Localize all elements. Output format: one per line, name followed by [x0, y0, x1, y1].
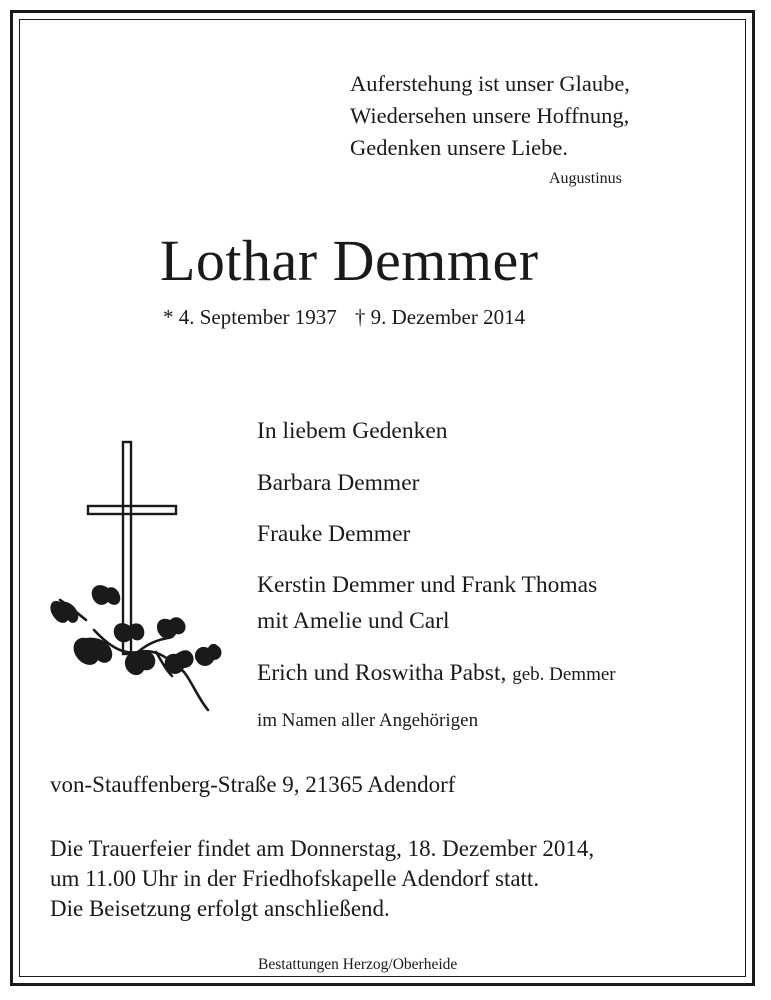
- poem-line: Wiedersehen unsere Hoffnung,: [350, 103, 630, 128]
- poem-line: Auferstehung ist unser Glaube,: [350, 71, 630, 96]
- deceased-name: Lothar Demmer: [160, 228, 539, 293]
- address: von-Stauffenberg-Straße 9, 21365 Adendorf: [50, 772, 456, 797]
- mourner-name: Frauke Demmer: [257, 521, 411, 547]
- service-line: Die Beisetzung erfolgt anschließend.: [50, 896, 390, 921]
- life-dates: [163, 305, 525, 330]
- poem-author: Augustinus: [549, 170, 622, 187]
- maiden-name: geb. Demmer: [512, 664, 616, 685]
- mourners-intro: In liebem Gedenken: [257, 418, 448, 444]
- service-line: um 11.00 Uhr in der Friedhofskapelle Adendorf statt.: [50, 866, 540, 891]
- mourner-name: Barbara Demmer: [257, 470, 420, 496]
- service-info: [50, 834, 594, 924]
- mourners-closing: im Namen aller Angehörigen: [257, 710, 479, 731]
- mourner-name: [257, 660, 616, 687]
- birth-date: * 4. September 1937: [163, 305, 337, 329]
- service-line: Die Trauerfeier findet am Donnerstag, 18. Dezember 2014,: [50, 836, 595, 861]
- mourner-name: Kerstin Demmer und Frank Thomas: [257, 572, 598, 598]
- death-date: † 9. Dezember 2014: [354, 305, 526, 329]
- mourner-name-text: Erich und Roswitha Pabst,: [257, 660, 507, 686]
- poem: [350, 68, 630, 164]
- mourner-name: mit Amelie und Carl: [257, 608, 450, 634]
- cross-with-ivy-icon: [46, 440, 226, 720]
- undertaker: Bestattungen Herzog/Oberheide: [258, 956, 458, 973]
- poem-line: Gedenken unsere Liebe.: [350, 135, 569, 160]
